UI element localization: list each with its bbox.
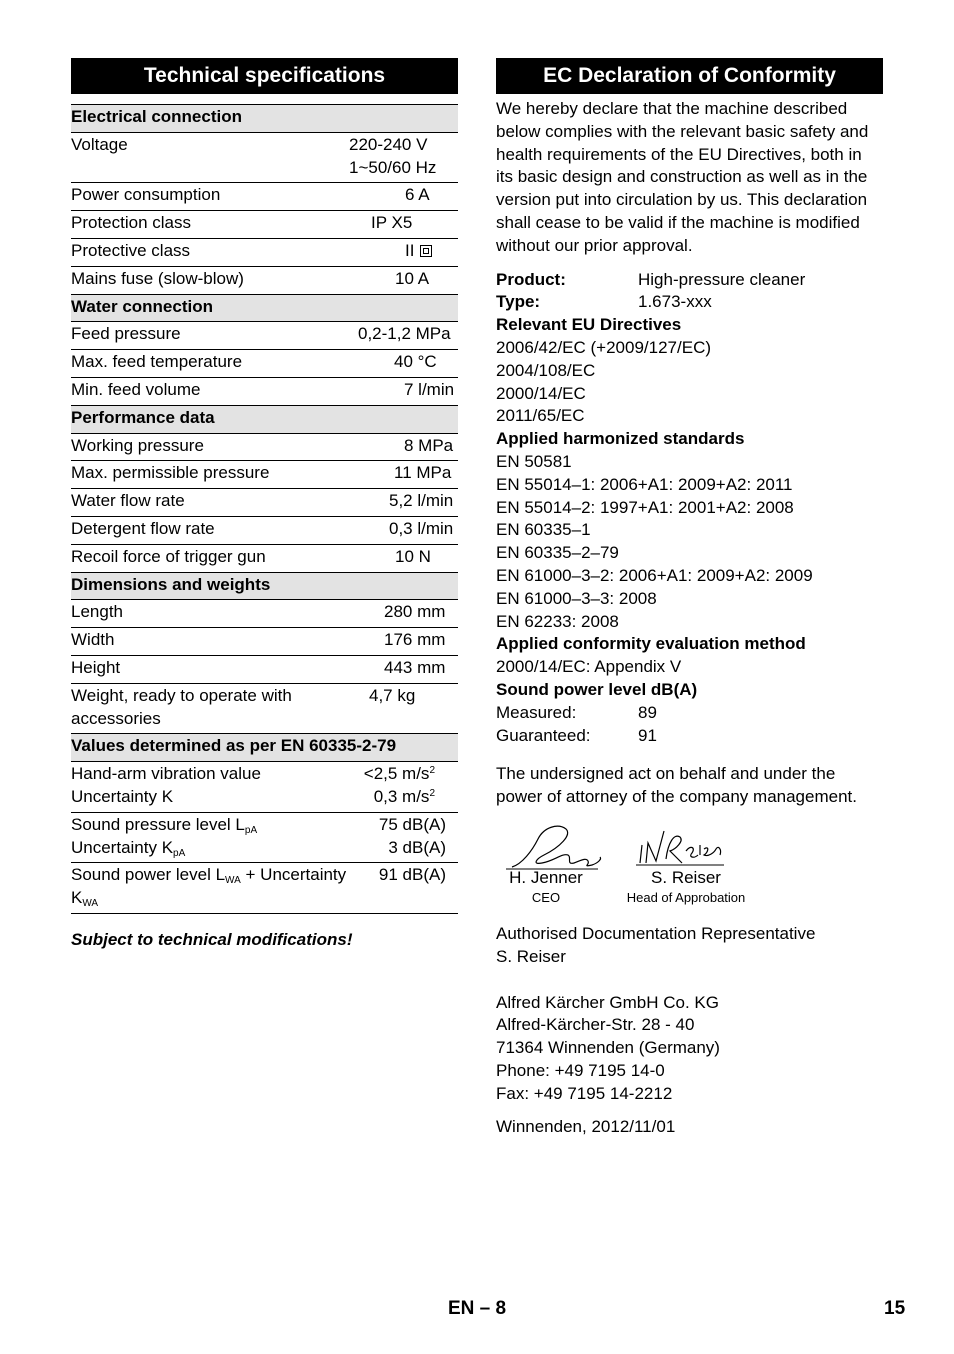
spec-row — [71, 655, 458, 683]
sound-pressure-uncertainty-value: 3 dB(A) — [388, 837, 446, 857]
standards-heading: Applied harmonized standards — [496, 429, 745, 449]
spec-label: Mains fuse (slow-blow) — [71, 266, 349, 294]
spec-value — [349, 266, 458, 294]
declaration-intro: We hereby declare that the machine described below complies with the relevant basic safety and health requirements of the EU Directives, both in its basic design and construction as well as in the version put into circulation by us. This declaration shall cease to be valid if the machine is modified without our prior approval. — [496, 99, 869, 255]
spec-value-text: 11 MPa — [394, 463, 452, 483]
address-line: Alfred-Kärcher-Str. 28 - 40 — [496, 1015, 695, 1035]
guaranteed-value: 91 — [638, 725, 657, 745]
vibration-value-text: <2,5 m/s — [363, 764, 430, 784]
type-value: 1.673-xxx — [638, 292, 712, 312]
product-row — [496, 269, 883, 292]
signature-reiser-icon — [634, 823, 728, 873]
sound-power-uncertainty-text: + Uncertainty K — [71, 865, 347, 908]
protective-class-ii-icon — [420, 245, 432, 257]
sound-pressure-uncertainty-text: Uncertainty K — [71, 837, 174, 857]
spec-label: Max. permissible pressure — [71, 461, 349, 489]
squared-superscript: 2 — [429, 787, 435, 799]
spec-value-text: 6 A — [405, 185, 430, 205]
spec-value-text: 7 l/min — [404, 379, 455, 399]
place-date: Winnenden, 2012/11/01 — [496, 1117, 676, 1137]
spec-value-text-2: 1~50/60 Hz — [349, 157, 437, 177]
spec-value — [349, 183, 458, 211]
spec-label: Power consumption — [71, 183, 349, 211]
signatory-jenner-name: H. Jenner — [509, 867, 583, 887]
sound-pressure-value: 75 dB(A) — [378, 814, 446, 834]
spec-value — [349, 433, 458, 461]
spec-section-heading — [71, 294, 458, 322]
spec-label: Height — [71, 655, 349, 683]
sound-power-label — [71, 863, 349, 914]
squared-superscript: 2 — [429, 765, 435, 777]
spec-label: Protective class — [71, 238, 349, 266]
spec-row — [71, 211, 458, 239]
spec-label: Water flow rate — [71, 489, 349, 517]
spec-label: Weight, ready to operate with accessories — [71, 683, 349, 734]
spec-table — [71, 104, 458, 914]
spec-label: Recoil force of trigger gun — [71, 544, 349, 572]
spec-value-text: 176 mm — [384, 630, 446, 650]
sound-power-row — [71, 863, 458, 914]
subscript: WA — [225, 875, 241, 887]
sound-pressure-row — [71, 812, 458, 863]
spec-section-heading — [71, 734, 458, 762]
spec-value-text: 4,7 kg — [369, 685, 416, 705]
spec-value-text: 8 MPa — [404, 435, 454, 455]
spec-value — [349, 489, 458, 517]
spec-value — [349, 628, 458, 656]
footer-section: EN – 8 — [448, 1298, 507, 1319]
spec-section-label: Dimensions and weights — [71, 572, 458, 600]
footer-page-number: 15 — [884, 1298, 906, 1319]
directives-list — [496, 337, 883, 428]
spec-value — [349, 350, 458, 378]
sound-power-value-text: 91 dB(A) — [378, 865, 446, 885]
spec-value-text: II — [405, 240, 415, 260]
spec-value — [349, 132, 458, 183]
spec-section-label: Values determined as per EN 60335-2-79 — [71, 734, 458, 762]
directive-item: 2004/108/EC — [496, 360, 596, 380]
spec-section-heading — [71, 405, 458, 433]
spec-value — [349, 211, 458, 239]
sound-power-value — [349, 863, 458, 914]
directive-item: 2006/42/EC (+2009/127/EC) — [496, 337, 712, 357]
guaranteed-label: Guaranteed: — [496, 725, 591, 745]
subscript: pA — [173, 847, 186, 859]
vibration-uncertainty-label: Uncertainty K — [71, 786, 174, 806]
modification-note: Subject to technical modifications! — [71, 929, 353, 949]
signatory-reiser-role: Head of Approbation — [626, 889, 746, 905]
spec-row — [71, 516, 458, 544]
vibration-uncertainty-text: 0,3 m/s — [373, 786, 430, 806]
representative-name: S. Reiser — [496, 946, 566, 966]
spec-row — [71, 377, 458, 405]
spec-row — [71, 544, 458, 572]
standard-item: EN 60335–2–79 — [496, 543, 619, 563]
spec-row — [71, 350, 458, 378]
spec-value-text: 443 mm — [384, 657, 446, 677]
signatory-jenner-role: CEO — [531, 889, 561, 905]
spec-value-text: 10 A — [395, 268, 430, 288]
directive-item: 2011/65/EC — [496, 406, 585, 426]
spec-label: Length — [71, 600, 349, 628]
subscript: pA — [244, 824, 258, 836]
tech-spec-title: Technical specifications — [71, 58, 458, 94]
spec-label: Width — [71, 628, 349, 656]
spec-label: Min. feed volume — [71, 377, 349, 405]
standard-item: EN 61000–3–3: 2008 — [496, 588, 657, 608]
spec-label: Protection class — [71, 211, 349, 239]
spec-section-label: Electrical connection — [71, 105, 458, 133]
spec-value-text: 10 N — [395, 546, 431, 566]
company-address — [496, 992, 883, 1106]
type-label: Type: — [496, 292, 541, 312]
sound-pressure-labels — [71, 812, 349, 863]
spec-value — [349, 544, 458, 572]
product-label: Product: — [496, 269, 566, 289]
spec-value — [349, 683, 458, 734]
signatory-jenner — [506, 867, 586, 906]
signatory-reiser-name: S. Reiser — [651, 867, 721, 887]
address-line: 71364 Winnenden (Germany) — [496, 1038, 720, 1058]
type-row — [496, 291, 883, 314]
address-line: Alfred Kärcher GmbH Co. KG — [496, 992, 719, 1012]
method-heading: Applied conformity evaluation method — [496, 634, 806, 654]
vibration-value — [349, 763, 435, 786]
product-value: High-pressure cleaner — [638, 269, 806, 289]
directives-heading: Relevant EU Directives — [496, 315, 682, 335]
spec-value-text: 0,3 l/min — [389, 518, 454, 538]
ec-declaration-column — [496, 58, 883, 1139]
spec-row — [71, 433, 458, 461]
spec-value-text: 280 mm — [384, 602, 446, 622]
spec-row — [71, 266, 458, 294]
sound-pressure-label — [71, 814, 349, 837]
spec-row — [71, 683, 458, 734]
standard-item: EN 55014–1: 2006+A1: 2009+A2: 2011 — [496, 474, 793, 494]
vibration-uncertainty — [349, 786, 435, 809]
measured-value: 89 — [638, 702, 657, 722]
measured-label: Measured: — [496, 702, 577, 722]
spec-row — [71, 132, 458, 183]
spec-section-heading — [71, 572, 458, 600]
measured-row — [496, 702, 883, 725]
spec-value — [349, 461, 458, 489]
spec-row — [71, 489, 458, 517]
sound-pressure-label-text: Sound pressure level L — [71, 814, 245, 834]
spec-value-text: 40 °C — [394, 352, 437, 372]
spec-label: Max. feed temperature — [71, 350, 349, 378]
spec-value-text: 5,2 l/min — [389, 491, 454, 511]
spec-row — [71, 322, 458, 350]
subscript: WA — [82, 898, 99, 910]
standard-item: EN 61000–3–2: 2006+A1: 2009+A2: 2009 — [496, 565, 813, 585]
spec-section-label: Performance data — [71, 405, 458, 433]
spec-row — [71, 600, 458, 628]
vibration-labels — [71, 762, 349, 813]
representative-title: Authorised Documentation Representative — [496, 923, 816, 943]
method-value: 2000/14/EC: Appendix V — [496, 657, 682, 677]
spec-value — [349, 655, 458, 683]
undersigned-text: The undersigned act on behalf and under the power of attorney of the company management. — [496, 764, 857, 807]
spec-label: Voltage — [71, 132, 349, 183]
sound-pressure-values — [349, 812, 458, 863]
spec-value-text: 220-240 V — [349, 134, 428, 154]
spec-value-text: IP X5 — [371, 213, 413, 233]
standard-item: EN 62233: 2008 — [496, 611, 619, 631]
spec-label: Feed pressure — [71, 322, 349, 350]
vibration-values — [349, 762, 458, 813]
vibration-label: Hand-arm vibration value — [71, 764, 261, 784]
vibration-row — [71, 762, 458, 813]
spec-section-label: Water connection — [71, 294, 458, 322]
sound-pressure-uncertainty-label — [71, 837, 349, 860]
standard-item: EN 50581 — [496, 451, 572, 471]
spec-label: Detergent flow rate — [71, 516, 349, 544]
signatory-reiser — [620, 867, 752, 906]
technical-specifications-column — [71, 58, 458, 952]
spec-value — [349, 377, 458, 405]
spec-row — [71, 461, 458, 489]
standards-list — [496, 451, 883, 633]
standard-item: EN 60335–1 — [496, 520, 591, 540]
spec-value — [349, 322, 458, 350]
spec-value — [349, 600, 458, 628]
guaranteed-row — [496, 725, 883, 748]
spec-label: Working pressure — [71, 433, 349, 461]
address-line: Fax: +49 7195 14-2212 — [496, 1083, 673, 1103]
spec-row — [71, 238, 458, 266]
spec-row — [71, 183, 458, 211]
standard-item: EN 55014–2: 1997+A1: 2001+A2: 2008 — [496, 497, 794, 517]
spec-value — [349, 516, 458, 544]
spec-row — [71, 628, 458, 656]
spec-value — [349, 238, 458, 266]
sound-heading: Sound power level dB(A) — [496, 679, 698, 699]
address-line: Phone: +49 7195 14-0 — [496, 1060, 665, 1080]
sound-power-label-text: Sound power level L — [71, 865, 226, 885]
ec-declaration-title: EC Declaration of Conformity — [496, 58, 883, 94]
signatures — [496, 819, 883, 911]
spec-value-text: 0,2-1,2 MPa — [358, 324, 451, 344]
spec-section-heading — [71, 105, 458, 133]
directive-item: 2000/14/EC — [496, 383, 586, 403]
